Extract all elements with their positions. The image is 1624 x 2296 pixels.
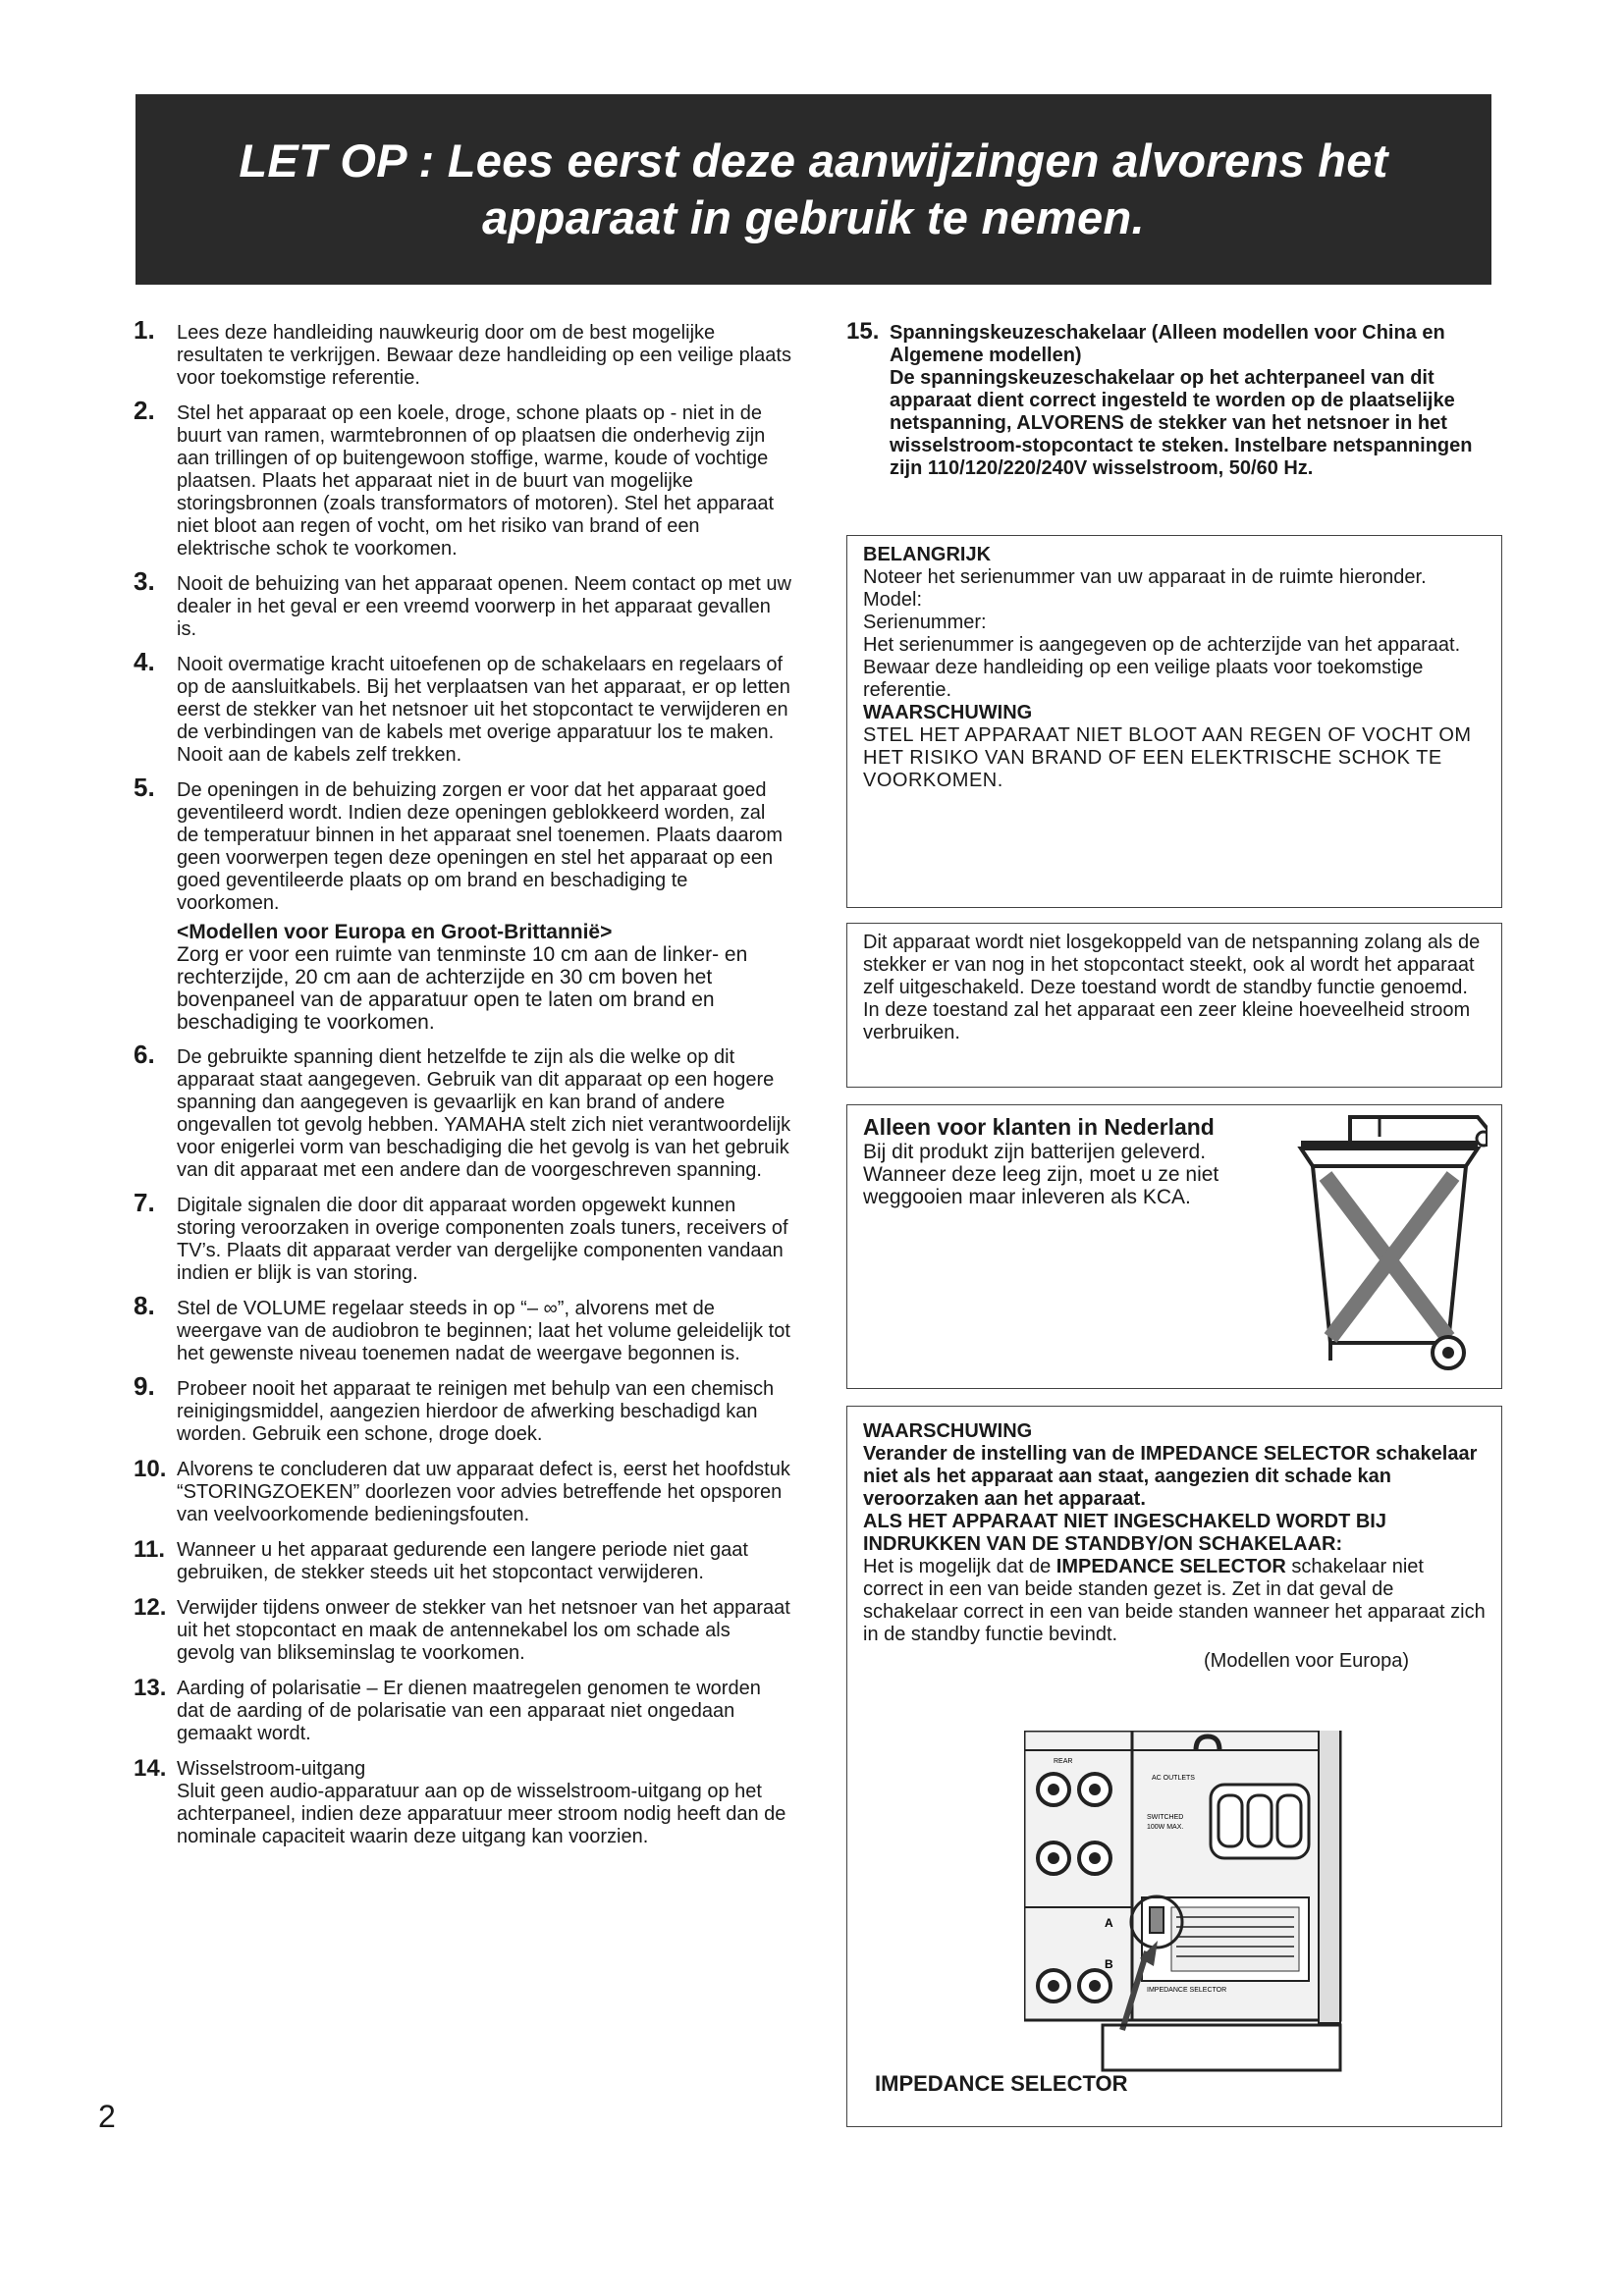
banner-line-2: apparaat in gebruik te nemen. [482, 191, 1145, 243]
list-item [846, 318, 1502, 480]
text-bold: IMPEDANCE SELECTOR [1056, 1556, 1286, 1577]
item-number: 1. [134, 315, 155, 345]
page-number: 2 [98, 2099, 116, 2134]
impedance-box [846, 1406, 1502, 2127]
item-subtitle: <Modellen voor Europa en Groot-Brittannië> [177, 921, 613, 943]
warning-text: STEL HET APPARAAT NIET BLOOT AAN REGEN OF VOCHT OM HET RISIKO VAN BRAND OF EEN ELEKTRISCHE SCHOK TE VOORKOMEN. [863, 724, 1472, 791]
rear-label: REAR [1054, 1758, 1073, 1765]
impedance-warning: Verander de instelling van de IMPEDANCE SELECTOR schakelaar niet als het apparaat aan staat, aangezien dit schade kan veroorzaken aan het apparaat. [863, 1443, 1478, 1510]
list-item [134, 1755, 791, 1848]
item-number: 11. [134, 1536, 166, 1563]
serial-location: Het serienummer is aangegeven op de achterzijde van het apparaat. [863, 634, 1461, 656]
item-title: Spanningskeuzeschakelaar (Alleen modellen voor China en Algemene modellen) [890, 322, 1445, 366]
item-text: Stel het apparaat op een koele, droge, schone plaats op - niet in de buurt van ramen, warmtebronnen of op plaatsen die onderhevig zijn aan trillingen of op buitengewoon stoffige, warme, koude of vochtige plaatsen. Plaats het apparaat niet in de buurt van mogelijke storingsbronnen (zoals transformators of motoren). Stel het apparaat niet bloot aan regen of vocht, om het risiko van brand of een elektrische schok te voorkomen. [177, 402, 775, 560]
list-item [134, 315, 791, 390]
item-subtext: Sluit geen audio-apparatuur aan op de wisselstroom-uitgang op het achterpaneel, indien deze apparatuur meer stroom nodig heeft dan de nominale capaciteit waarin deze uitgang kan voorzien. [177, 1781, 786, 1847]
standby-fault-heading: ALS HET APPARAAT NIET INGESCHAKELD WORDT BIJ INDRUKKEN VAN DE STANDBY/ON SCHAKELAAR: [863, 1511, 1386, 1555]
item-text: Wanneer u het apparaat gedurende een langere periode niet gaat gebruiken, de stekker steeds uit het stopcontact verwijderen. [177, 1539, 748, 1583]
banner-line-1: LET OP : Lees eerst deze aanwijzingen alvorens het [239, 134, 1388, 187]
item-number: 13. [134, 1675, 167, 1701]
impedance-selector-small-label: IMPEDANCE SELECTOR [1147, 1987, 1227, 1994]
item-text: Probeer nooit het apparaat te reinigen met behulp van een chemisch reinigingsmiddel, aangezien hierdoor de afwerking beschadigd kan worden. Gebruik een schone, droge doek. [177, 1378, 775, 1445]
item-number: 6. [134, 1040, 155, 1069]
netherlands-box [846, 1104, 1502, 1389]
list-item [134, 396, 791, 561]
list-item [134, 1188, 791, 1285]
item-text: Alvorens te concluderen dat uw apparaat defect is, eerst het hoofdstuk “STORINGZOEKEN” doorlezen voor advies betreffende het opsporen van veelvoorkomende bedieningsfouten. [177, 1459, 790, 1525]
item-text: Aarding of polarisatie – Er dienen maatregelen genomen te worden dat de aarding of de polarisatie van een apparaat niet ongedaan gemaakt wordt. [177, 1678, 761, 1744]
title-banner [135, 94, 1491, 285]
ac-outlets-label: AC OUTLETS [1152, 1775, 1195, 1782]
item-text: De openingen in de behuizing zorgen er voor dat het apparaat goed geventileerd wordt. Indien deze openingen geblokkeerd worden, zal de temperatuur binnen in het apparaat snel toenemen. Plaats daarom geen voorwerpen tegen deze openingen en stel het apparaat op een goed geventileerde plaats op om brand en beschadiging te voorkomen. [177, 779, 784, 914]
important-heading: BELANGRIJK [863, 544, 992, 565]
list-item [134, 1675, 791, 1745]
text-post: schakelaar niet correct in een van beide standen gezet is. Zet in dat geval de schakelaar correct in een van beide standen wanneer het apparaat zich in de standby functie bevindt. [863, 1556, 1486, 1645]
list-item [134, 647, 791, 767]
standby-box [846, 923, 1502, 1088]
model-label: Model: [863, 589, 923, 611]
list-item [134, 566, 791, 641]
standby-text: Dit apparaat wordt niet losgekoppeld van de netspanning zolang als de stekker er van nog in het stopcontact steekt, ook al wordt het apparaat zelf uitgeschakeld. Deze toestand wordt de standby functie genoemd. [863, 932, 1481, 998]
netherlands-heading: Alleen voor klanten in Nederland [863, 1114, 1215, 1140]
item-number: 15. [846, 318, 880, 345]
max-label: 100W MAX. [1147, 1824, 1184, 1831]
item-text: De gebruikte spanning dient hetzelfde te zijn als die welke op dit apparaat staat aangegeven. Gebruik van dit apparaat op een hogere spanning dan aangegeven is gevaarlijk en kan brand of andere ongevallen tot gevolg hebben. YAMAHA stelt zich niet verantwoordelijk voor enigerlei vorm van beschadiging die het gevolg is van het gebruik van dit apparaat met een andere dan de voorgeschreven spanning. [177, 1046, 791, 1181]
item-text: Lees deze handleiding nauwkeurig door om de best mogelijke resultaten te verkrijgen. Bewaar deze handleiding op een veilige plaats voor toekomstige referentie. [177, 322, 791, 389]
item-text: Wisselstroom-uitgang [177, 1758, 366, 1780]
impedance-explanation [863, 1556, 1486, 1646]
item-text: Stel de VOLUME regelaar steeds in op “– ∞”, alvorens met de weergave van de audiobron te beginnen; laat het volume geleidelijk tot het gewenste niveau toenemen nadat de weergave begonnen is. [177, 1298, 790, 1364]
netherlands-text: Bij dit produkt zijn batterijen geleverd. Wanneer deze leeg zijn, moet u ze niet weggooien maar inleveren als KCA. [863, 1141, 1219, 1208]
item-subtext: Zorg er voor een ruimte van tenminste 10 cm aan de linker- en rechterzijde, 20 cm aan de achterzijde en 30 cm boven het bovenpaneel van de apparatuur open te laten om brand en beschadiging te voorkomen. [177, 943, 748, 1034]
serial-label: Serienummer: [863, 612, 987, 633]
list-item [134, 1536, 791, 1584]
warning-heading: WAARSCHUWING [863, 1420, 1033, 1442]
item-number: 10. [134, 1456, 167, 1482]
right-column [846, 318, 1502, 480]
important-box [846, 535, 1502, 908]
models-note: (Modellen voor Europa) [1204, 1650, 1409, 1672]
item-number: 3. [134, 566, 155, 596]
item-number: 5. [134, 773, 155, 802]
item-text: Digitale signalen die door dit apparaat worden opgewekt kunnen storing veroorzaken in overige componenten zoals tuners, receivers of TV’s. Plaats dit apparaat verder van dergelijke componenten vandaan indien er blijk is van storing. [177, 1195, 788, 1284]
item-number: 12. [134, 1594, 167, 1621]
list-item [134, 1040, 791, 1182]
impedance-selector-label: IMPEDANCE SELECTOR [875, 2071, 1128, 2096]
list-item [134, 773, 791, 1034]
item-text: De spanningskeuzeschakelaar op het achterpaneel van dit apparaat dient correct ingesteld te worden op de plaatselijke netspanning, ALVORENS de stekker van het netsnoer in het wisselstroom-stopcontact te steken. Instelbare netspanningen zijn 110/120/220/240V wisselstroom, 50/60 Hz. [890, 367, 1473, 479]
text-pre: Het is mogelijk dat de [863, 1556, 1056, 1577]
item-number: 8. [134, 1291, 155, 1320]
item-number: 14. [134, 1755, 167, 1782]
item-number: 9. [134, 1371, 155, 1401]
item-text: Nooit de behuizing van het apparaat openen. Neem contact op met uw dealer in het geval er een vreemd voorwerp in het apparaat gevallen is. [177, 573, 791, 640]
crossed-bin-icon [1291, 1107, 1488, 1372]
list-item [134, 1291, 791, 1365]
rear-panel-illustration [1024, 1731, 1358, 2113]
item-number: 7. [134, 1188, 155, 1217]
item-text: Nooit overmatige kracht uitoefenen op de schakelaars en regelaars of op de aansluitkabels. Bij het verplaatsen van het apparaat, er op letten eerst de stekker van het netsnoer uit het stopcontact te verwijderen en de verbindingen van de kabels met overige apparatuur los te maken. Nooit aan de kabels zelf trekken. [177, 654, 790, 766]
item-text: Verwijder tijdens onweer de stekker van het netsnoer van het apparaat uit het stopcontact en maak de antennekabel los om schade als gevolg van blikseminslag te voorkomen. [177, 1597, 790, 1664]
list-item [134, 1594, 791, 1665]
list-item [134, 1371, 791, 1446]
keep-manual-note: Bewaar deze handleiding op een veilige plaats voor toekomstige referentie. [863, 657, 1424, 701]
switched-label: SWITCHED [1147, 1814, 1184, 1821]
a-label: A [1105, 1916, 1113, 1930]
list-item [134, 1456, 791, 1526]
standby-text-2: In deze toestand zal het apparaat een zeer kleine hoeveelheid stroom verbruiken. [863, 999, 1471, 1043]
left-column [134, 315, 791, 1861]
important-note: Noteer het serienummer van uw apparaat in de ruimte hieronder. [863, 566, 1427, 588]
b-label: B [1105, 1957, 1113, 1971]
item-number: 4. [134, 647, 155, 676]
warning-heading: WAARSCHUWING [863, 702, 1033, 723]
item-number: 2. [134, 396, 155, 425]
